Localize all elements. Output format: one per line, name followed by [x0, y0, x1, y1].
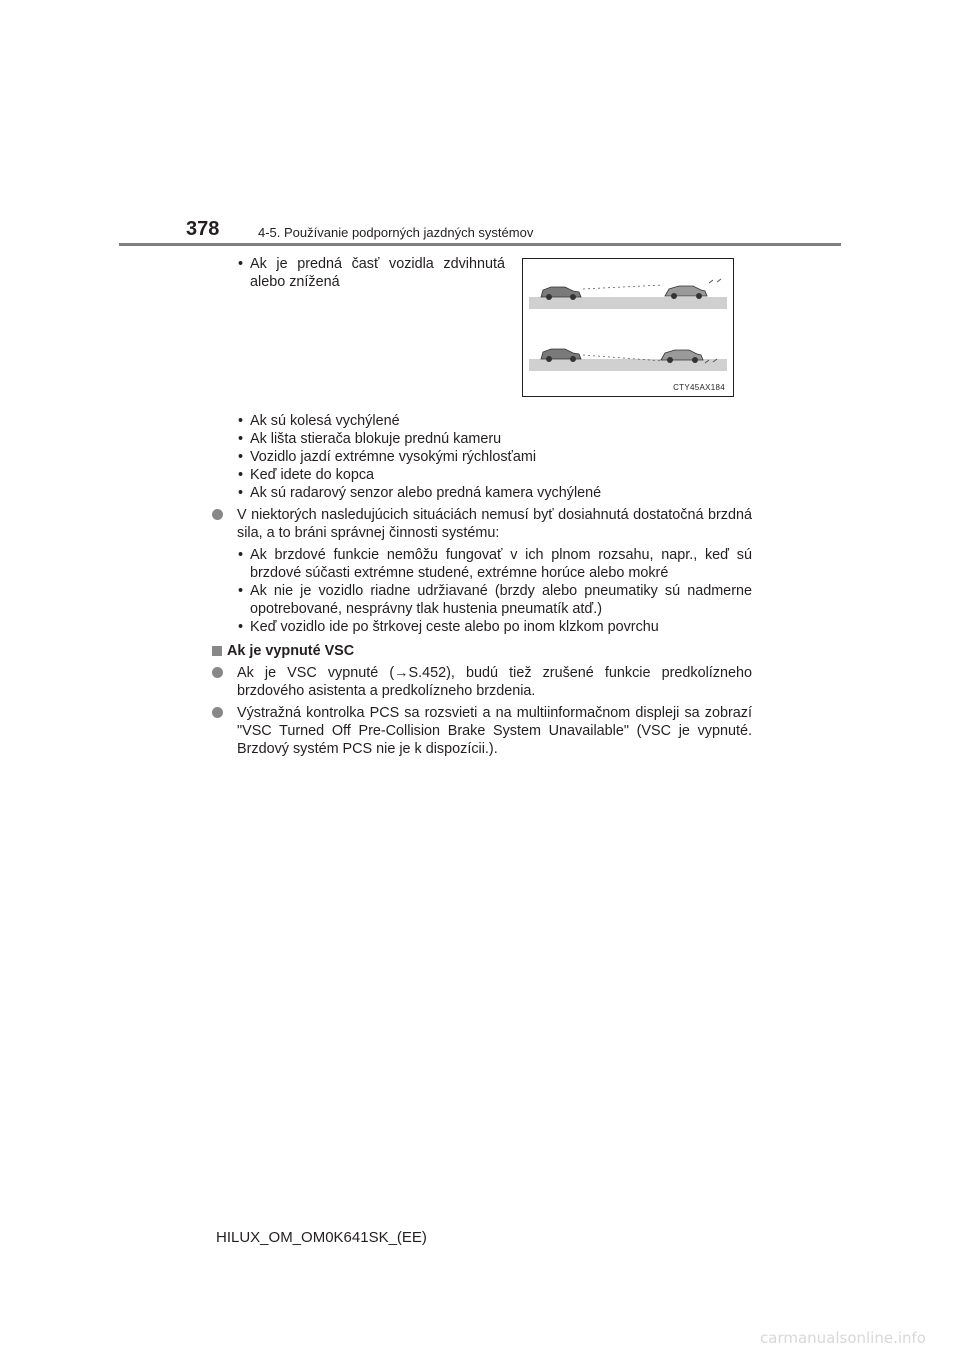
- list-item-text: Keď vozidlo ide po štrkovej ceste alebo po inom klzkom povrchu: [250, 619, 659, 635]
- bullet-dot: •: [238, 431, 244, 447]
- list-item-text: Ak sú kolesá vychýlené: [250, 413, 400, 429]
- section-title: 4-5. Používanie podporných jazdných systémov: [258, 225, 534, 240]
- paragraph-text: Výstražná kontrolka PCS sa rozsvieti a na multiinformačnom displeji sa zobrazí "VSC Turned Off Pre-Collision Brake System Unavailable" (VSC je vypnuté. Brzdový systém PCS nie je k dispozícii.).: [237, 705, 752, 757]
- subheading-text: Ak je vypnuté VSC: [227, 643, 355, 659]
- paragraph-vsc-1: [212, 664, 752, 700]
- list-item-text: Vozidlo jazdí extrémne vysokými rýchlosťami: [250, 449, 537, 465]
- bullet-dot: •: [238, 413, 244, 429]
- list-item-text: Ak brzdové funkcie nemôžu fungovať v ich plnom rozsahu, napr., keď sú brzdové súčasti extrémne studené, extrémne horúce alebo mokré: [250, 547, 752, 581]
- bullet-dot: •: [238, 449, 244, 465]
- bullet-dot: •: [238, 547, 244, 563]
- circle-bullet-icon: [212, 707, 223, 718]
- list-item: [212, 448, 752, 466]
- list-item-text: Keď idete do kopca: [250, 467, 375, 483]
- page-number: 378: [186, 218, 220, 240]
- list-item: [212, 546, 752, 582]
- paragraph-vsc-2: [212, 704, 752, 758]
- list-item-text: Ak sú radarový senzor alebo predná kamera vychýlené: [250, 485, 602, 501]
- list-item-text: Ak lišta stierača blokuje prednú kameru: [250, 431, 502, 447]
- list-item: [212, 255, 505, 291]
- bullet-dot: •: [238, 467, 244, 483]
- list-item: [212, 618, 752, 636]
- list-item: [212, 412, 752, 430]
- circle-bullet-icon: [212, 667, 223, 678]
- bullet-dot: •: [238, 619, 244, 635]
- circle-bullet-icon: [212, 509, 223, 520]
- paragraph-text: V niektorých nasledujúcich situáciách nemusí byť dosiahnutá dostatočná brzdná sila, a to bráni správnej činnosti systému:: [237, 507, 752, 541]
- list-item-text: Ak nie je vozidlo riadne udržiavané (brzdy alebo pneumatiky sú nadmerne opotrebované, nesprávny tlak hustenia pneumatík atď.): [250, 583, 752, 617]
- subheading-vsc: [212, 642, 752, 660]
- square-bullet-icon: [212, 646, 222, 656]
- list-item: [212, 430, 752, 448]
- figure-spacer: [212, 291, 752, 412]
- figure-code: CTY45AX184: [673, 383, 725, 392]
- content: [212, 255, 752, 758]
- list-item: [212, 466, 752, 484]
- bullet-dot: •: [238, 583, 244, 599]
- paragraph-brake: [212, 506, 752, 542]
- list-item: [212, 582, 752, 618]
- paragraph-text: Ak je VSC vypnuté (→S.452), budú tiež zrušené funkcie predkolízneho brzdového asistenta a predkolízneho brzdenia.: [237, 665, 752, 699]
- watermark: carmanualsonline.info: [760, 1329, 926, 1347]
- list-item: [212, 484, 752, 502]
- bullet-dot: •: [238, 485, 244, 501]
- document-code: HILUX_OM_OM0K641SK_(EE): [216, 1229, 427, 1246]
- bullet-dot: •: [238, 256, 244, 272]
- list-item-text: Ak je predná časť vozidla zdvihnutá alebo znížená: [250, 256, 505, 290]
- brake-list: [212, 546, 752, 636]
- header-rule: [119, 243, 841, 246]
